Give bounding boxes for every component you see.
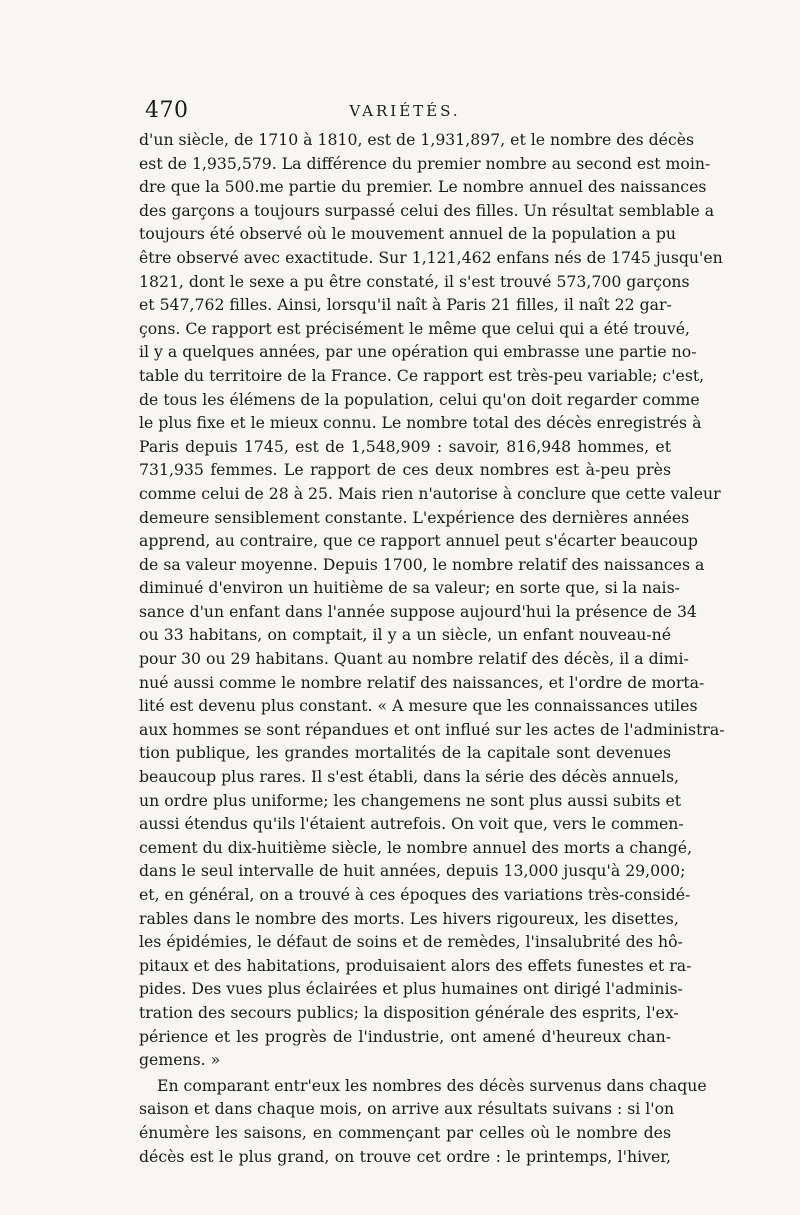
running-head: VARIÉTÉS. xyxy=(349,102,461,120)
text-line: et 547,762 filles. Ainsi, lorsqu'il naît à Paris 21 filles, il naît 22 gar- xyxy=(139,295,672,315)
text-line: de tous les élémens de la population, celui qu'on doit regarder comme xyxy=(139,389,700,409)
text-line: Paris depuis 1745, est de 1,548,909 : savoir, 816,948 hommes, et xyxy=(139,436,671,456)
text-line: En comparant entr'eux les nombres des décès survenus dans chaque xyxy=(157,1075,707,1095)
text-line: ou 33 habitans, on comptait, il y a un siècle, un enfant nouveau-né xyxy=(139,625,671,645)
page-header xyxy=(145,98,665,128)
text-line: aux hommes se sont répandues et ont influé sur les actes de l'administra- xyxy=(139,719,725,739)
paragraph xyxy=(139,1074,707,1168)
text-line: rables dans le nombre des morts. Les hivers rigoureux, les disettes, xyxy=(139,908,679,928)
text-line: de sa valeur moyenne. Depuis 1700, le nombre relatif des naissances a xyxy=(139,554,705,574)
text-line: périence et les progrès de l'industrie, ont amené d'heureux chan- xyxy=(139,1026,671,1046)
text-line: apprend, au contraire, que ce rapport annuel peut s'écarter beaucoup xyxy=(139,531,698,551)
text-line: d'un siècle, de 1710 à 1810, est de 1,931,897, et le nombre des décès xyxy=(139,130,695,149)
text-line: çons. Ce rapport est précisément le même que celui qui a été trouvé, xyxy=(139,318,690,338)
text-line: un ordre plus uniforme; les changemens ne sont plus aussi subits et xyxy=(139,790,682,810)
paragraph xyxy=(139,128,725,1072)
text-line: pides. Des vues plus éclairées et plus humaines ont dirigé l'adminis- xyxy=(139,979,683,999)
text-line: comme celui de 28 à 25. Mais rien n'autorise à conclure que cette valeur xyxy=(139,483,721,503)
text-line: dans le seul intervalle de huit années, depuis 13,000 jusqu'à 29,000; xyxy=(139,861,686,881)
text-line: nué aussi comme le nombre relatif des naissances, et l'ordre de morta- xyxy=(139,672,705,692)
text-line: gemens. » xyxy=(139,1050,221,1070)
text-line: demeure sensiblement constante. L'expérience des dernières années xyxy=(139,507,690,527)
text-line: le plus fixe et le mieux connu. Le nombre total des décès enregistrés à xyxy=(139,413,702,433)
page-number: 470 xyxy=(145,98,189,123)
text-line: tion publique, les grandes mortalités de la capitale sont devenues xyxy=(139,743,671,763)
text-line: tration des secours publics; la disposition générale des esprits, l'ex- xyxy=(139,1002,679,1022)
text-line: cement du dix-huitième siècle, le nombre annuel des morts a changé, xyxy=(139,837,693,857)
text-line: 731,935 femmes. Le rapport de ces deux nombres est à-peu près xyxy=(139,460,671,480)
text-line: dre que la 500.me partie du premier. Le nombre annuel des naissances xyxy=(139,177,707,197)
text-line: énumère les saisons, en commençant par celles où le nombre des xyxy=(139,1122,671,1142)
text-line: est de 1,935,579. La différence du premier nombre au second est moin- xyxy=(139,153,711,173)
text-line: sance d'un enfant dans l'année suppose aujourd'hui la présence de 34 xyxy=(139,601,697,621)
text-line: aussi étendus qu'ils l'étaient autrefois. On voit que, vers le commen- xyxy=(139,814,684,834)
text-line: être observé avec exactitude. Sur 1,121,462 enfans nés de 1745 jusqu'en xyxy=(139,247,723,267)
text-line: 1821, dont le sexe a pu être constaté, il s'est trouvé 573,700 garçons xyxy=(139,271,690,291)
text-line: saison et dans chaque mois, on arrive aux résultats suivans : si l'on xyxy=(139,1099,675,1119)
text-line: diminué d'environ un huitième de sa valeur; en sorte que, si la nais- xyxy=(139,578,680,598)
text-line: lité est devenu plus constant. « A mesure que les connaissances utiles xyxy=(139,696,698,716)
body-text xyxy=(139,128,725,1168)
text-line: il y a quelques années, par une opération qui embrasse une partie no- xyxy=(139,342,697,362)
text-line: toujours été observé où le mouvement annuel de la population a pu xyxy=(139,224,677,244)
text-line: table du territoire de la France. Ce rapport est très-peu variable; c'est, xyxy=(139,365,705,385)
text-line: des garçons a toujours surpassé celui des filles. Un résultat semblable a xyxy=(139,200,715,220)
text-line: pour 30 ou 29 habitans. Quant au nombre relatif des décès, il a dimi- xyxy=(139,649,689,669)
text-line: les épidémies, le défaut de soins et de remèdes, l'insalubrité des hô- xyxy=(139,932,683,952)
text-line: beaucoup plus rares. Il s'est établi, dans la série des décès annuels, xyxy=(139,767,679,787)
text-line: pitaux et des habitations, produisaient alors des effets funestes et ra- xyxy=(139,955,692,975)
text-line: et, en général, on a trouvé à ces époques des variations très-considé- xyxy=(139,885,691,904)
text-line: décès est le plus grand, on trouve cet ordre : le printemps, l'hiver, xyxy=(139,1146,671,1166)
